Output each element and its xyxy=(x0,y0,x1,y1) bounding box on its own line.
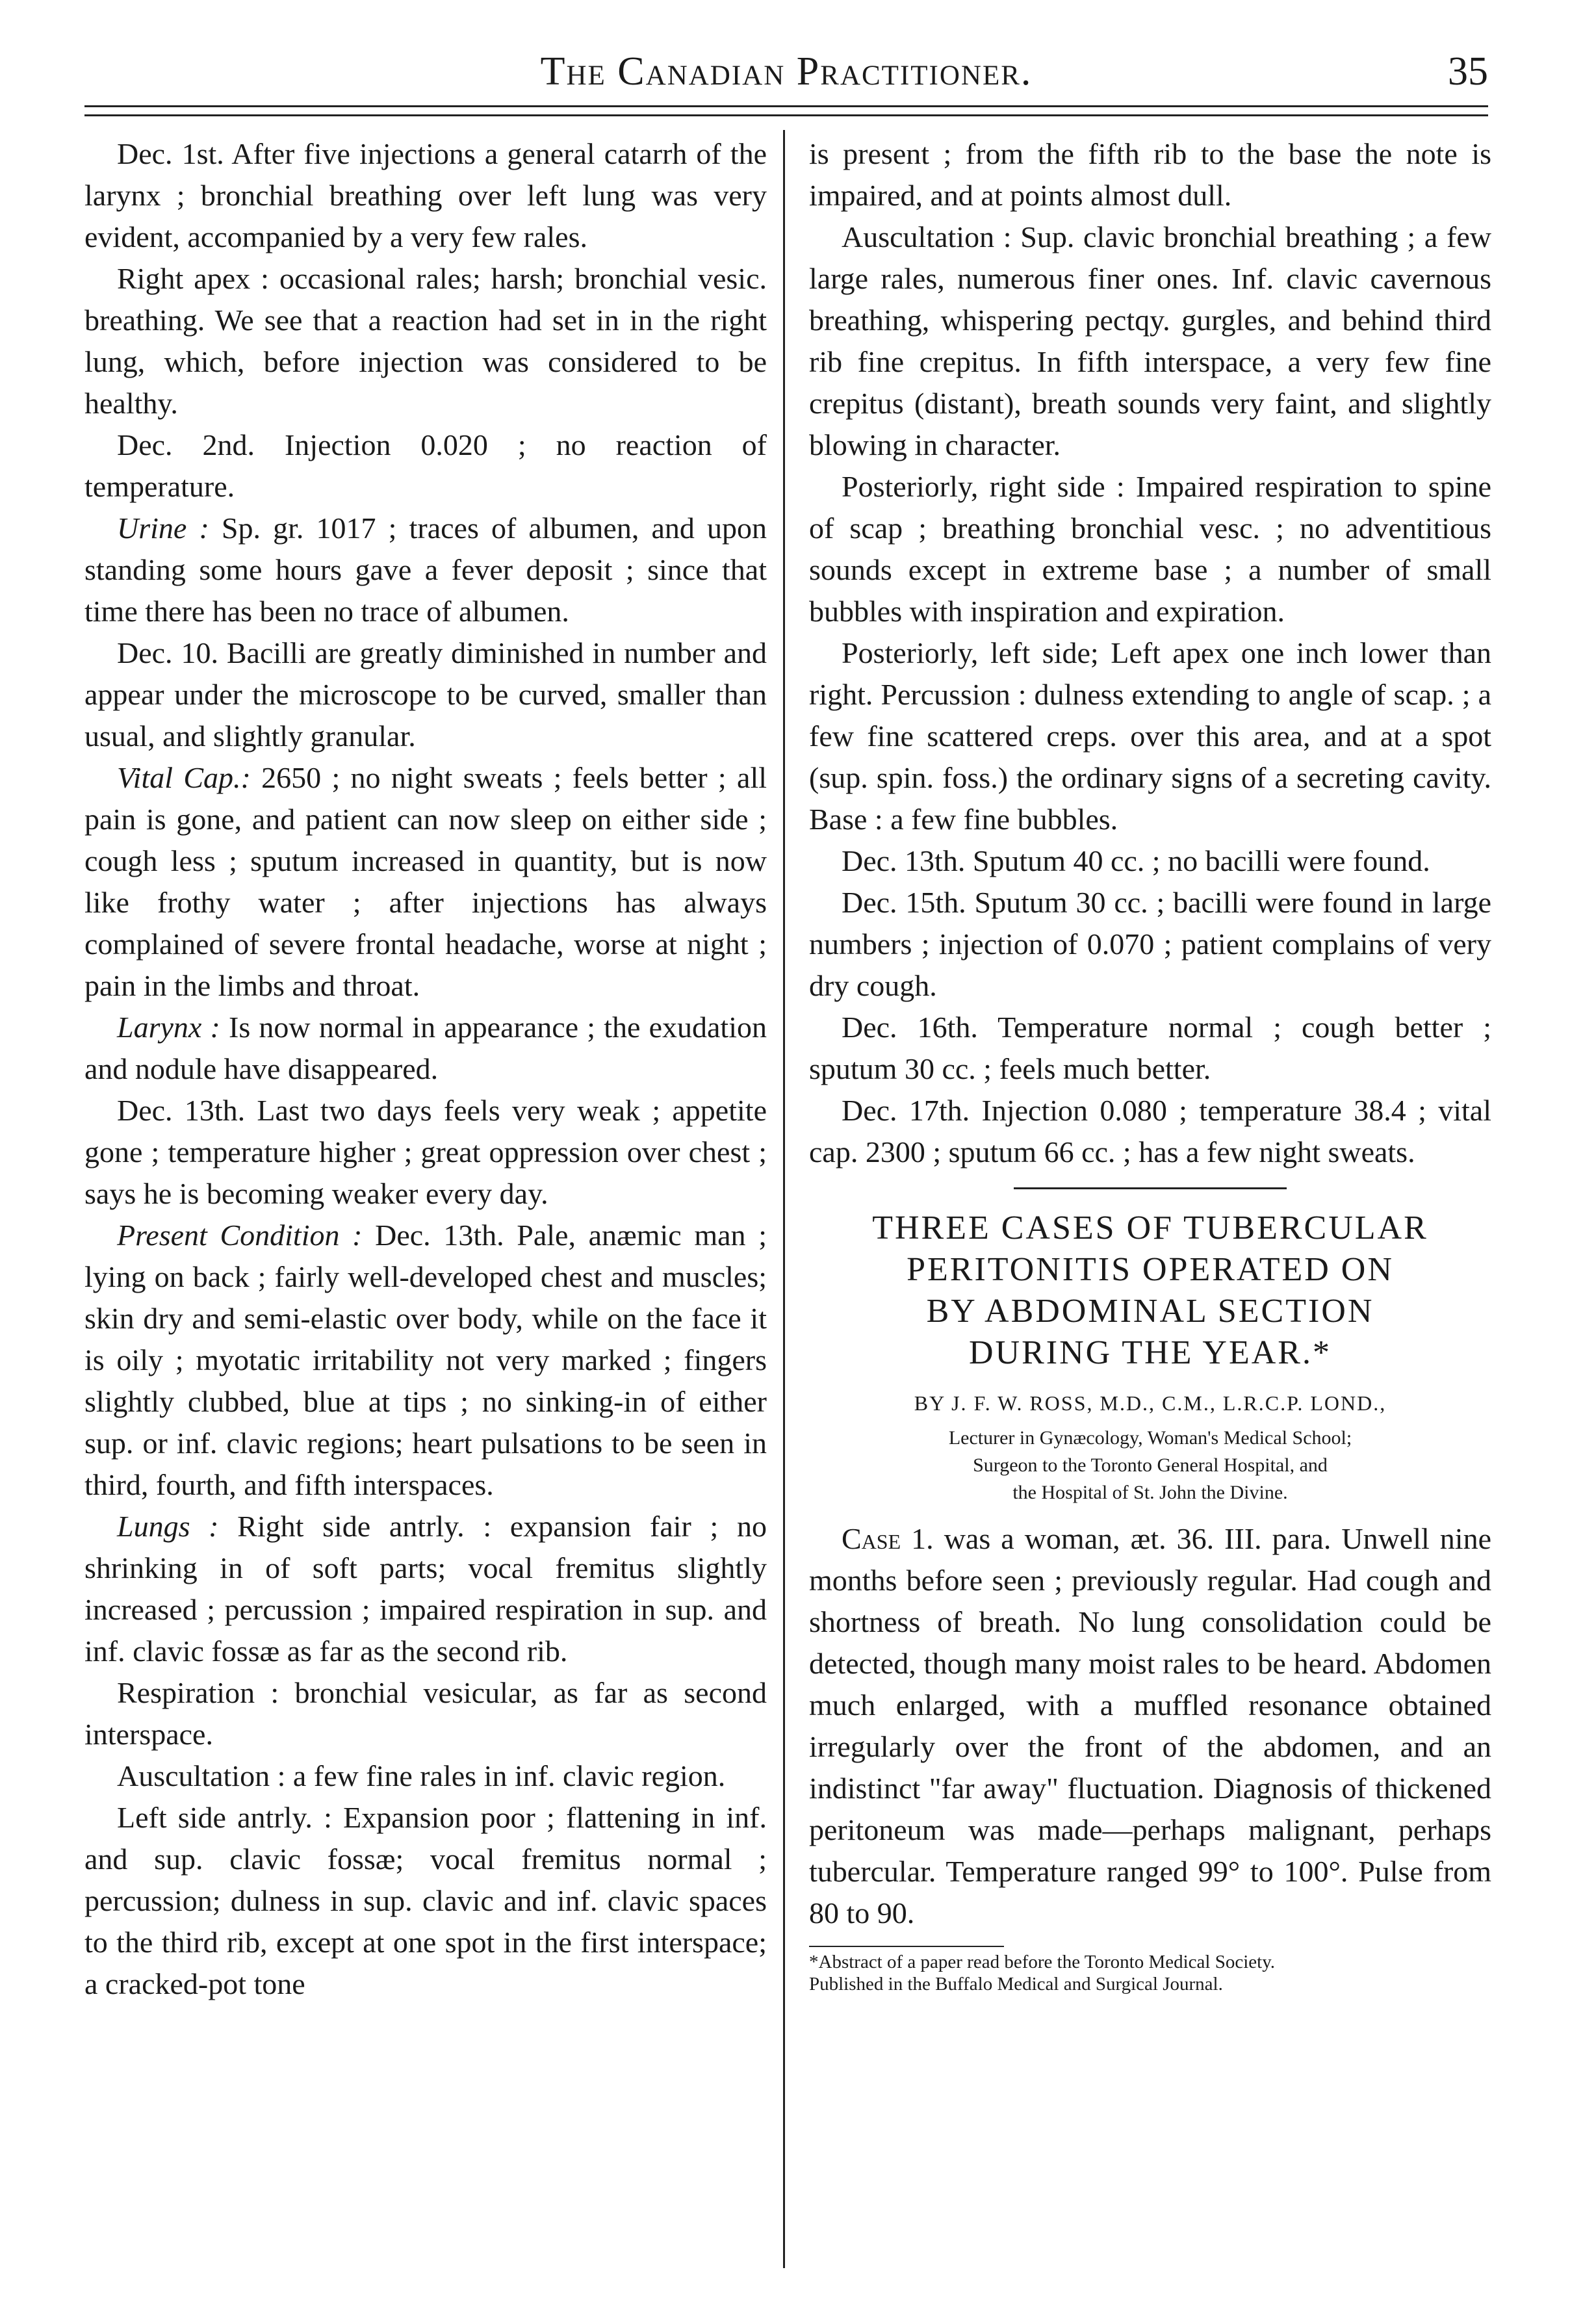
paragraph: Respiration : bronchial vesicular, as far as second interspace. xyxy=(84,1676,767,1751)
author-byline: BY J. F. W. ROSS, M.D., C.M., L.R.C.P. LOND., xyxy=(914,1391,1387,1415)
paragraph: Left side antrly. : Expansion poor ; flattening in inf. and sup. clavic fossæ; vocal fremitus normal ; percussion; dulness in sup. clavic and inf. clavic spaces to the third rib, except at one spot in the first interspace; a cracked-pot tone xyxy=(84,1801,767,2000)
footnote-rule xyxy=(809,1946,1004,1947)
article-title: THREE CASES OF TUBERCULAR PERITONITIS OPERATED ON BY ABDOMINAL SECTION DURING THE YEAR.* xyxy=(872,1209,1428,1371)
footnote: *Abstract of a paper read before the Toronto Medical Society. Published in the Buffalo Medical and Surgical Journal. xyxy=(809,1952,1276,1995)
paragraph: Posteriorly, left side; Left apex one inch lower than right. Percussion : dulness extending to angle of scap. ; a few fine scattered creps. over this area, and at a spot (sup. spin. foss.) the ordinary signs of a secreting cavity. Base : a few fine bubbles. xyxy=(809,636,1491,836)
paragraph: Auscultation : Sup. clavic bronchial breathing ; a few large rales, numerous finer ones. Inf. clavic cavernous breathing, whispering pectqy. gurgles, and behind third rib fine crepitus. In fifth interspace, a very few fine crepitus (distant), breath sounds very faint, and slightly blowing in character. xyxy=(809,220,1491,461)
header-rule-bottom xyxy=(84,114,1488,116)
page-number: 35 xyxy=(1448,49,1488,94)
left-column xyxy=(84,133,767,2005)
paragraph: Auscultation : a few fine rales in inf. clavic region. xyxy=(117,1759,726,1792)
author-affiliations: Lecturer in Gynæcology, Woman's Medical School; Surgeon to the Toronto General Hospital, and the Hospital of St. John the Divine. xyxy=(948,1427,1352,1503)
paragraph: is present ; from the fifth rib to the base the note is impaired, and at points almost dull. xyxy=(809,137,1491,212)
paragraph: Posteriorly, right side : Impaired respiration to spine of scap ; breathing bronchial vesc. ; no adventitious sounds except in extreme base ; a number of small bubbles with inspiration and expiration. xyxy=(809,470,1491,628)
paragraph: Lungs : Right side antrly. : expansion fair ; no shrinking in of soft parts; vocal fremitus slightly increased ; percussion ; impaired respiration in sup. and inf. clavic fossæ as far as the second rib. xyxy=(84,1510,767,1668)
case-paragraph: Case 1. was a woman, æt. 36. III. para. Unwell nine months before seen ; previously regular. Had cough and shortness of breath. No lung consolidation could be detected, though many moist rales to be heard. Abdomen much enlarged, with a muffled resonance obtained irregularly over the front of the abdomen, and an indistinct "far away" fluctuation. Diagnosis of thickened peritoneum was made—perhaps malignant, perhaps tubercular. Temperature ranged 99° to 100°. Pulse from 80 to 90. xyxy=(809,1522,1491,1930)
paragraph: Dec. 16th. Temperature normal ; cough better ; sputum 30 cc. ; feels much better. xyxy=(809,1011,1491,1085)
paragraph: Larynx : Is now normal in appearance ; the exudation and nodule have disappeared. xyxy=(84,1011,767,1085)
paragraph: Dec. 13th. Last two days feels very weak ; appetite gone ; temperature higher ; great oppression over chest ; says he is becoming weaker every day. xyxy=(84,1094,767,1210)
journal-title: The Canadian Practitioner. xyxy=(540,49,1033,94)
paragraph: Vital Cap.: 2650 ; no night sweats ; feels better ; all pain is gone, and patient can now sleep on either side ; cough less ; sputum increased in quantity, but is now like frothy water ; after injections has always complained of severe frontal headache, worse at night ; pain in the limbs and throat. xyxy=(84,761,767,1002)
paragraph: Dec. 10. Bacilli are greatly diminished in number and appear under the microscope to be curved, smaller than usual, and slightly granular. xyxy=(84,636,767,753)
column-divider xyxy=(783,130,785,2268)
running-header xyxy=(84,45,1488,97)
paragraph: Dec. 13th. Sputum 40 cc. ; no bacilli were found. xyxy=(842,844,1430,877)
paragraph: Dec. 1st. After five injections a general catarrh of the larynx ; bronchial breathing over left lung was very evident, accompanied by a very few rales. xyxy=(84,137,767,253)
paragraph: Dec. 17th. Injection 0.080 ; temperature 38.4 ; vital cap. 2300 ; sputum 66 cc. ; has a few night sweats. xyxy=(809,1094,1491,1168)
header-rule-top xyxy=(84,105,1488,107)
paragraph: Dec. 2nd. Injection 0.020 ; no reaction of temperature. xyxy=(84,428,767,503)
section-rule xyxy=(1014,1187,1287,1189)
paragraph: Right apex : occasional rales; harsh; bronchial vesic. breathing. We see that a reaction had set in in the right lung, which, before injection was considered to be healthy. xyxy=(84,262,767,420)
paragraph: Urine : Sp. gr. 1017 ; traces of albumen, and upon standing some hours gave a fever deposit ; since that time there has been no trace of albumen. xyxy=(84,511,767,628)
paragraph: Dec. 15th. Sputum 30 cc. ; bacilli were found in large numbers ; injection of 0.070 ; patient complains of very dry cough. xyxy=(809,886,1491,1002)
paragraph: Present Condition : Dec. 13th. Pale, anæmic man ; lying on back ; fairly well-developed chest and muscles; skin dry and semi-elastic over body, while on the face it is oily ; myotatic irritability not very marked ; fingers slightly clubbed, blue at tips ; no sinking-in of either sup. or inf. clavic regions; heart pulsations to be seen in third, fourth, and fifth interspaces. xyxy=(84,1219,767,1501)
right-column xyxy=(809,133,1491,1995)
